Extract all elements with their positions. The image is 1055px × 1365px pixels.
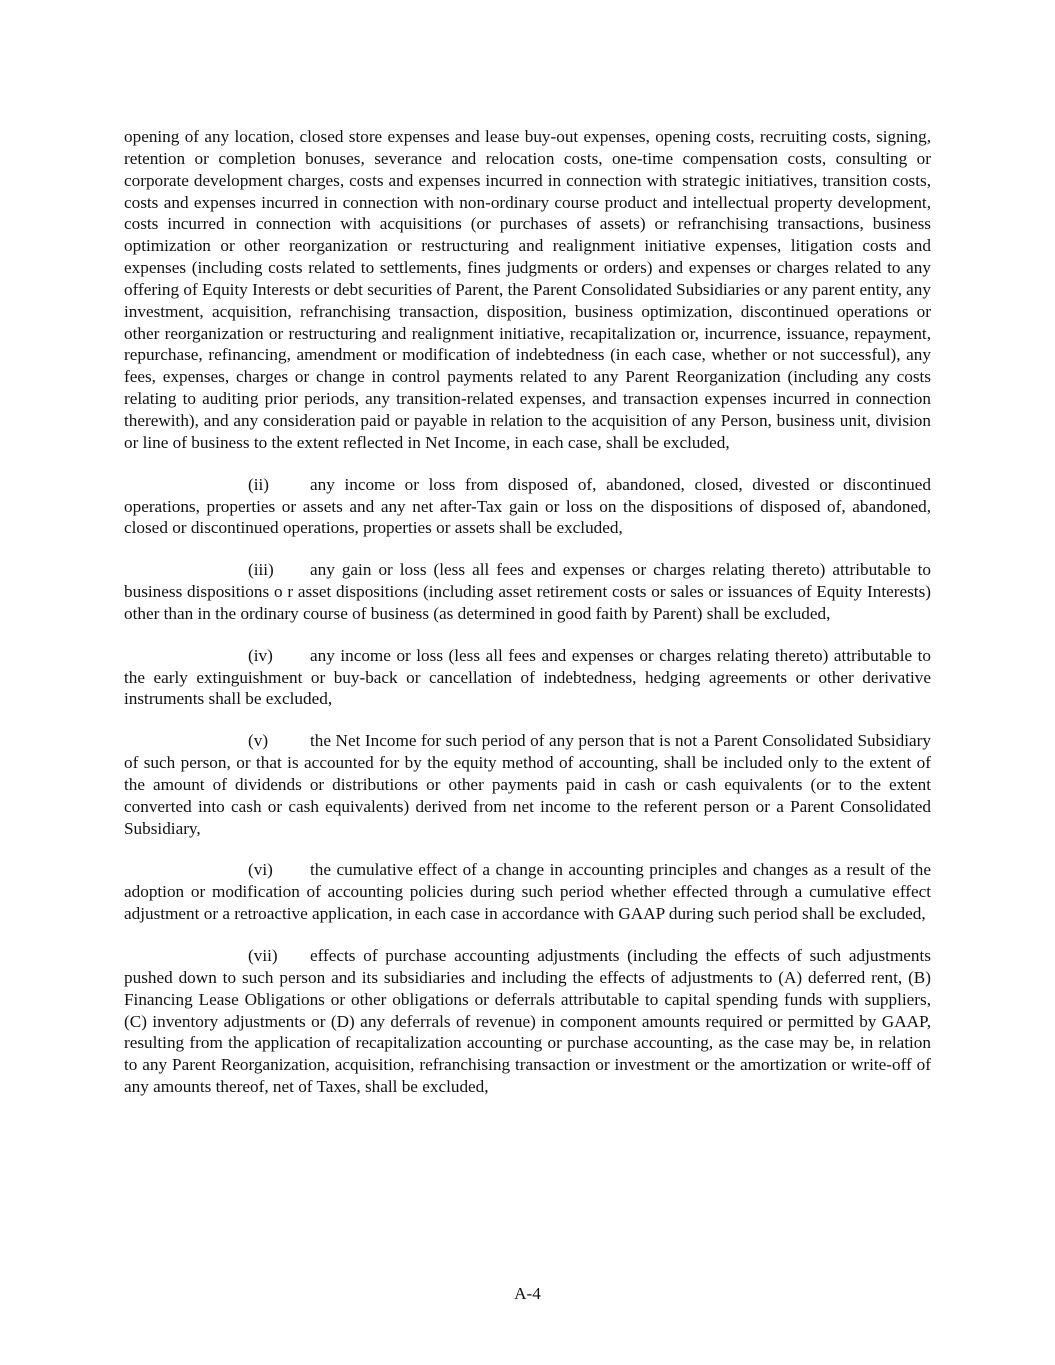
clause-ii [124,474,931,540]
clause-number: (iii) [248,560,274,580]
intro-paragraph: opening of any location, closed store expenses and lease buy-out expenses, opening costs, recruiting costs, signing, retention or completion bonuses, severance and relocation costs, one-time compensation costs, consulting or corporate development charges, costs and expenses incurred in connection with strategic initiatives, transition costs, costs and expenses incurred in connection with non-ordinary course product and intellectual property development, costs incurred in connection with acquisitions (or purchases of assets) or refranchising transactions, business optimization or other reorganization or restructuring and realignment initiative expenses, litigation costs and expenses (including costs related to settlements, fines judgments or orders) and expenses or charges related to any offering of Equity Interests or debt securities of Parent, the Parent Consolidated Subsidiaries or any parent entity, any investment, acquisition, refranchising transaction, disposition, business optimization, discontinued operations or other reorganization or restructuring and realignment initiative, recapitalization or, incurrence, issuance, repayment, repurchase, refinancing, amendment or modification of indebtedness (in each case, whether or not successful), any fees, expenses, charges or change in control payments related to any Parent Reorganization (including any costs relating to auditing prior periods, any transition-related expenses, and transaction expenses incurred in connection therewith), and any consideration paid or payable in relation to the acquisition of any Person, business unit, division or line of business to the extent reflected in Net Income, in each case, shall be excluded, [124,127,931,452]
clause-text: the cumulative effect of a change in accounting principles and changes as a result of the adoption or modification of accounting policies during such period whether effected through a cumulative effect adjustment or a retroactive application, in each case in accordance with GAAP during such period shall be excluded, [124,860,931,924]
clause-text: any gain or loss (less all fees and expenses or charges relating thereto) attributable to business dispositions o r asset dispositions (including asset retirement costs or sales or issuances of Equity Interests) other than in the ordinary course of business (as determined in good faith by Parent) shall be excluded, [124,560,931,623]
clause-number: (vii) [248,946,278,965]
clause-number: (vi) [248,860,273,880]
clause-iv [124,645,931,711]
page-number: A-4 [514,1284,541,1303]
clause-text: any income or loss (less all fees and expenses or charges relating thereto) attributable to the early extinguishment or buy-back or cancellation of indebtedness, hedging agreements or other derivative instruments shall be excluded, [124,645,931,709]
clause-number: (v) [248,731,269,751]
clause-vii [124,945,931,1098]
document-body [124,126,931,1118]
clause-v [124,730,931,839]
clause-text: any income or loss from disposed of, abandoned, closed, divested or discontinued operations, properties or assets and any net after-Tax gain or loss on the dispositions of disposed of, abandoned, closed or discontinued operations, properties or assets shall be excluded, [124,474,931,538]
clause-number: (iv) [248,645,273,665]
clause-text: effects of purchase accounting adjustments (including the effects of such adjustments pushed down to such person and its subsidiaries and including the effects of adjustments to (A) deferred rent, (B) Financing Lease Obligations or other obligations or deferrals attributable to capital spending funds with suppliers, (C) inventory adjustments or (D) any deferrals of revenue) in component amounts required or permitted by GAAP, resulting from the application of recapitalization accounting or purchase accounting, as the case may be, in relation to any Parent Reorganization, acquisition, refranchising transaction or investment or the amortization or write-off of any amounts thereof, net of Taxes, shall be excluded, [124,946,931,1097]
clause-number: (ii) [248,474,269,494]
clause-vi [124,859,931,925]
clause-iii [124,559,931,625]
clause-text: the Net Income for such period of any person that is not a Parent Consolidated Subsidiary of such person, or that is accounted for by the equity method of accounting, shall be included only to the extent of the amount of dividends or distributions or other payments paid in cash or cash equivalents (or to the extent converted into cash or cash equivalents) derived from net income to the referent person or a Parent Consolidated Subsidiary, [124,731,931,838]
